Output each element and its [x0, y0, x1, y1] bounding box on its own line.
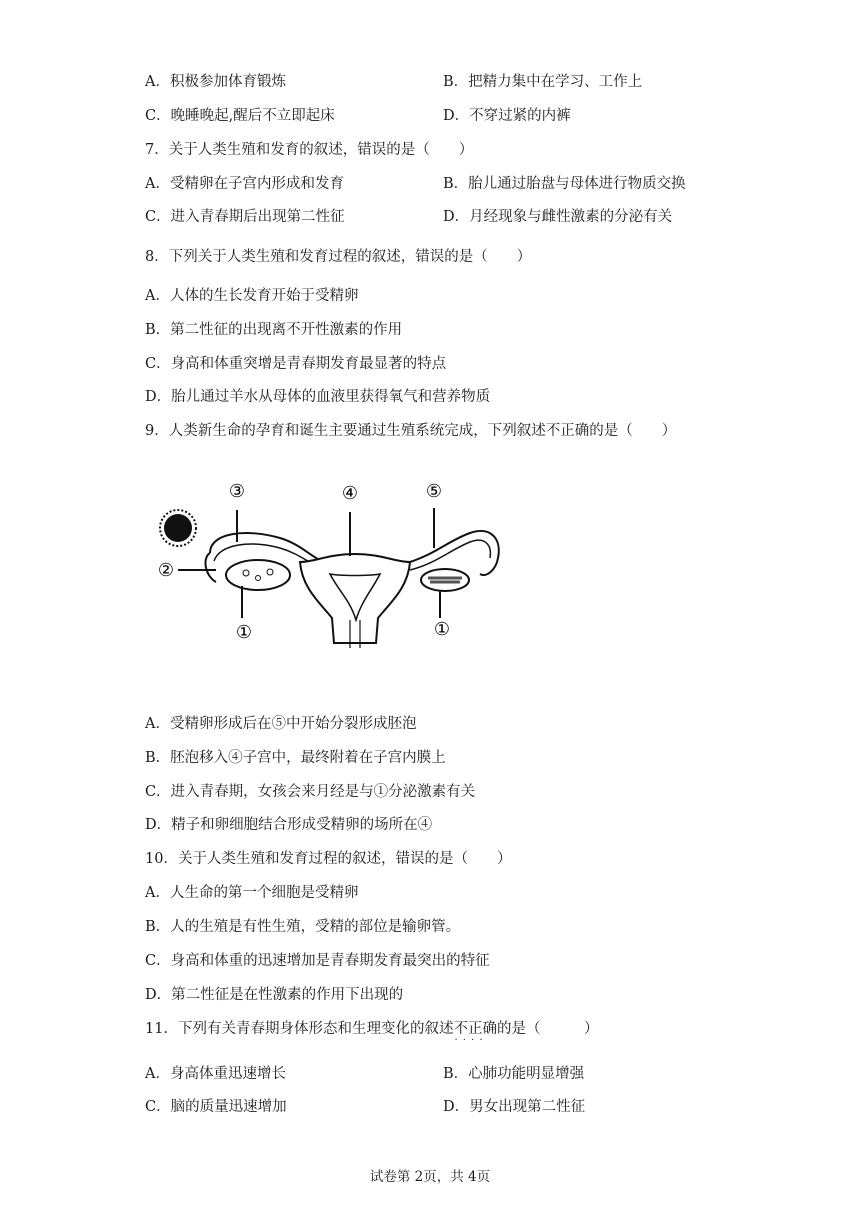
label-2: ② — [157, 560, 175, 581]
q11-option-a: A．身高体重迅速增长 — [145, 1066, 286, 1082]
q7-stem: 7．关于人类生殖和发育的叙述，错误的是（ ） — [145, 142, 474, 158]
q8-stem: 8．下列关于人类生殖和发育过程的叙述，错误的是（ ） — [145, 249, 532, 265]
q10-option-d: D．第二性征是在性激素的作用下出现的 — [145, 987, 404, 1003]
q9-stem: 9．人类新生命的孕育和诞生主要通过生殖系统完成，下列叙述不正确的是（ ） — [145, 423, 677, 439]
q11-stem-before: 11．下列有关青春期身体形态和生理变化的叙述 — [145, 1021, 454, 1037]
q9-option-d: D．精子和卵细胞结合形成受精卵的场所在④ — [145, 817, 433, 833]
q11-option-c: C．脑的质量迅速增加 — [145, 1099, 287, 1115]
q9-option-c: C．进入青春期，女孩会来月经是与①分泌激素有关 — [145, 784, 476, 800]
q8-option-c: C．身高和体重突增是青春期发育最显著的特点 — [145, 356, 447, 372]
q7-option-d: D．月经现象与雌性激素的分泌有关 — [443, 209, 673, 225]
q11-option-b: B．心肺功能明显增强 — [443, 1066, 585, 1082]
q6-option-b: B．把精力集中在学习、工作上 — [443, 74, 643, 90]
female-reproductive-system-diagram — [150, 478, 510, 658]
q7-option-a: A．受精卵在子宫内形成和发育 — [145, 176, 344, 192]
q11-stem — [145, 1019, 598, 1039]
q9-option-b: B．胚泡移入④子宫中，最终附着在子宫内膜上 — [145, 750, 446, 766]
q11-stem-emphasis: 不正确 · · · · — [453, 1019, 497, 1039]
q8-option-d: D．胎儿通过羊水从母体的血液里获得氧气和营养物质 — [145, 389, 491, 405]
q6-option-d: D．不穿过紧的内裤 — [443, 108, 571, 124]
label-1-right: ① — [433, 619, 451, 640]
q6-option-c: C．晚睡晚起,醒后不立即起床 — [145, 108, 335, 124]
label-1-left: ① — [235, 622, 253, 643]
q11-option-d: D．男女出现第二性征 — [443, 1099, 586, 1115]
q10-option-c: C．身高和体重的迅速增加是青春期发育最突出的特征 — [145, 953, 490, 969]
label-4: ④ — [341, 483, 359, 504]
q7-option-c: C．进入青春期后出现第二性征 — [145, 209, 345, 225]
ovum-icon — [160, 510, 196, 546]
page-footer: 试卷第 2页，共 4页 — [369, 1169, 491, 1185]
q7-option-b: B．胎儿通过胎盘与母体进行物质交换 — [443, 176, 686, 192]
q10-stem: 10．关于人类生殖和发育过程的叙述，错误的是（ ） — [145, 851, 512, 867]
q10-option-b: B．人的生殖是有性生殖，受精的部位是输卵管。 — [145, 919, 461, 935]
q9-option-a: A．受精卵形成后在⑤中开始分裂形成胚泡 — [145, 716, 417, 732]
q10-option-a: A．人生命的第一个细胞是受精卵 — [145, 885, 359, 901]
q8-option-b: B．第二性征的出现离不开性激素的作用 — [145, 322, 403, 338]
label-5: ⑤ — [425, 481, 443, 502]
q8-option-a: A．人体的生长发育开始于受精卵 — [145, 288, 359, 304]
label-3: ③ — [228, 481, 246, 502]
q6-option-a: A．积极参加体育锻炼 — [145, 74, 286, 90]
q11-stem-after: 的是（ ） — [496, 1021, 599, 1037]
